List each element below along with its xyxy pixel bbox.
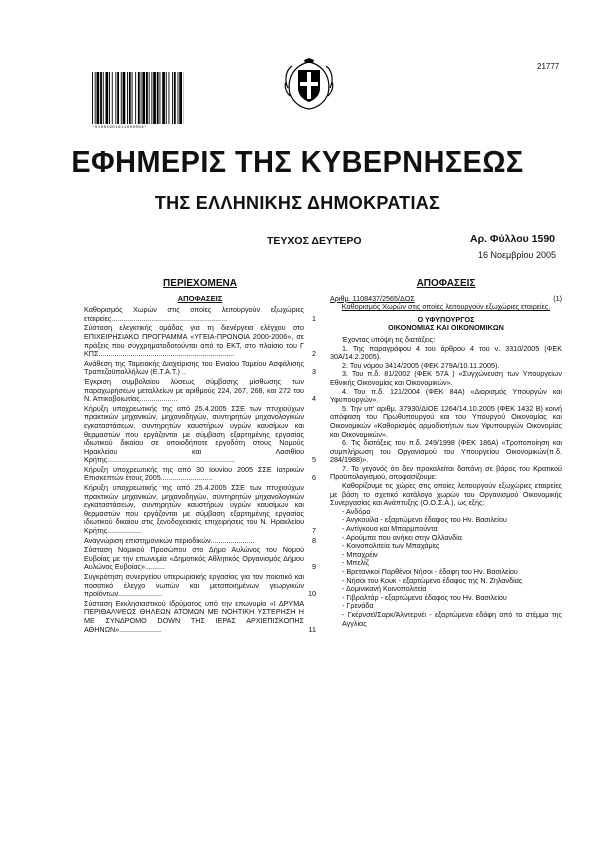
contents-item-page: 2 — [312, 349, 316, 359]
contents-item — [84, 537, 316, 546]
contents-item-text: Ανάθεση της Ταμειακής Διαχείρισης του Ενιαίου Ταμείου Ασφάλισης Τραπεζοϋπαλλήλων (Ε.Τ.Α.Τ.) .. — [84, 358, 304, 377]
barcode-bar — [103, 72, 104, 124]
country-item: - Δομινικανή Κοινοπολιτεία — [342, 584, 427, 594]
consideration-paragraph: 2. Του νόμου 3414/2005 (ΦΕΚ 279Α/10.11.2005). — [342, 360, 500, 370]
contents-item-page: 10 — [308, 589, 316, 599]
considering-text: Έχοντας υπόψη τις διατάξεις: — [342, 334, 436, 344]
country-item: - Κοινοπολιτεία των Μπαχάμες — [342, 541, 440, 551]
barcode-bar — [142, 72, 145, 124]
barcode-digits: *01005901611050004* — [92, 126, 148, 130]
barcode-bar — [172, 72, 173, 124]
contents-item-page: 6 — [312, 473, 316, 483]
barcode-bar — [129, 72, 131, 124]
decision-column — [330, 280, 562, 628]
country-item: - Αρούμπα που ανήκει στην Ολλανδία — [342, 532, 462, 542]
decision-subject: Καθορισμός Χωρών στις οποίες λειτουργούν εξωχώριες εταιρείες. — [341, 302, 551, 312]
contents-item — [84, 546, 316, 572]
minister-line-2: ΟΙΚΟΝΟΜΙΑΣ ΚΑΙ ΟΙΚΟΝΟΜΙΚΩΝ — [388, 323, 504, 333]
minister-line-1: Ο ΥΦΥΠΟΥΡΓΟΣ — [417, 314, 475, 324]
country-list — [330, 508, 562, 628]
consideration-paragraph: 1. Της παραγράφου 4 του άρθρου 4 του ν. 3310/2005 (ΦΕΚ 30Α/14.2.2005). — [330, 343, 562, 362]
contents-item-text: Σύσταση ελεγκτικής ομάδας για τη διενέργεια ελέγχου στο ΕΠΙΧΕΙΡΗΣΙΑΚΟ ΠΡΟΓΡΑΜΜΑ «ΥΓΕΙΑ-ΠΡΟΝΟΙΑ 2000-2006», σε πράξεις που συγχρηματοδοτούνται από το ΕΚΤ, στο πλαίσιο του Γ ΚΠΣ.................................................................... — [84, 323, 304, 359]
barcode-bar — [174, 72, 176, 124]
decision-number: Αριθμ. 1108437/2565/ΔΟΣ — [330, 293, 415, 303]
contents-item-text: Κήρυξη υποχρεωτικής της από 25.4.2005 ΣΣΕ των πτυχιούχων πρακτικών μηχανικών, μηχανοδηγών, συντηρητών μηχανολογικών εγκαταστάσεων, συντηρητών καυστήρων υγρών καυσίμων και θερμαστών που εργάζονται με σύμβαση εξαρτημένης εργασίας ιδιωτικού δικαίου στις ξενοδοχειακές επιχειρήσεις του Ν. Ηρακλείου Κρήτης................. — [84, 483, 304, 536]
barcode-bar — [162, 72, 165, 124]
barcode-bar — [178, 72, 179, 124]
country-item: - Αντίγκουα και Μπαρμπούντα — [342, 524, 438, 534]
consideration-paragraph: 5. Την υπ' αριθμ. 37930/ΔΙΟΕ 1264/14.10.2005 (ΦΕΚ 1432 Β) κοινή απόφαση του Πρωθυπουργού και του Υπουργού Οικονομίας και Οικονομικών «Καθορισμός αρμοδιοτήτων των Υφυπουργών Οικονομίας και Οικονομικών». — [330, 403, 562, 439]
contents-item — [84, 324, 316, 358]
contents-heading: ΠΕΡΙΕΧΟΜΕΝΑ — [163, 278, 237, 289]
contents-item-page: 8 — [312, 535, 316, 545]
barcode-bar — [135, 72, 136, 124]
contents-item-text: Κήρυξη υποχρεωτικής της από 25.4.2005 ΣΣΕ των πτυχιούχων πρακτικών μηχανικών, μηχανοδηγών, συντηρητών μηχανολογικών εγκαταστάσεων, συντηρητών καυστήρων υγρών καυσίμων και θερμαστών που εργάζονται με σύμβαση εξαρτημένης εργασίας ιδιωτικού δικαίου σε οποιοδήποτε εργοδότη στους Νομούς Ηρακλείου και Λασιθίου Κρήτης................................................................ — [84, 403, 304, 465]
contents-item — [84, 378, 316, 404]
country-item: - Νήσοι του Κουκ - εξαρτώμενο έδαφος της Ν. Ζηλανδίας — [342, 575, 523, 585]
contents-item-page: 9 — [312, 562, 316, 572]
page-number: 21777 — [537, 62, 560, 71]
barcode-bar — [146, 72, 148, 124]
considerations-list — [330, 345, 562, 483]
contents-item-page: 11 — [308, 624, 316, 634]
country-item: - Ανγκουίλα - εξαρτώμενο έδαφος του Ην. Βασιλείου — [342, 515, 507, 525]
barcode-bar — [149, 72, 150, 124]
barcode-bar — [138, 72, 140, 124]
consideration-paragraph: 7. Το γεγονός ότι δεν προκαλείται δαπάνη σε βάρος του Κρατικού Προϋπολογισμού, αποφασίζουμε: — [330, 463, 562, 482]
barcode-bar — [92, 72, 93, 124]
consideration-paragraph: 4. Του π.δ. 121/2004 (ΦΕΚ 84Α) «Διορισμός Υπουργών και Υφυπουργών». — [330, 386, 562, 405]
contents-item-text: Αναγνώριση επιστημονικών περιοδικών...................... — [84, 535, 255, 545]
barcode-bar — [141, 72, 142, 124]
country-item: - Μπαχρέιν — [342, 549, 378, 559]
country-item: - Γιβραλτάρ - εξαρτώμενο έδαφος του Ην. Βασιλείου — [342, 592, 507, 602]
decisions-heading: ΑΠΟΦΑΣΕΙΣ — [416, 278, 476, 289]
consideration-paragraph: 3. Του π.δ. 81/2002 (ΦΕΚ 57Α ) «Συγχώνευση των Υπουργείων Εθνικής Οικονομίας και Οικονομικών». — [330, 369, 562, 387]
contents-item-page: 3 — [312, 367, 316, 377]
contents-item-text: Καθορισμός Χωρών στις οποίες λειτουργούν εξωχώριες εταιρείες.......................................................... — [84, 305, 304, 323]
barcode-bar — [151, 72, 152, 124]
contents-subheading: ΑΠΟΦΑΣΕΙΣ — [177, 293, 223, 303]
barcode-bar — [153, 72, 156, 124]
issue-date: 16 Νοεμβρίου 2005 — [478, 250, 556, 260]
barcode-bar — [109, 72, 110, 124]
country-item: - Γκέρνσεϊ/Σαρκ/Άλντερνέι - εξαρτώμενα εδάφη από το στέμμα της Αγγλίας — [342, 609, 562, 628]
barcode-bar — [117, 72, 119, 124]
contents-item-text: Κήρυξη υποχρεωτικής της από 30 Ιουνίου 2005 ΣΣΕ Ιατρικών Επισκεπτών έτους 2005.......................... — [84, 464, 304, 483]
contents-item — [84, 405, 316, 465]
consideration-paragraph: 6. Τις διατάξεις του π.δ. 249/1998 (ΦΕΚ 186Α) «Τροποποίηση και συμπλήρωση του Οργανισμού του Υπουργείου Οικονομικών(π.δ. 284/1988)». — [330, 438, 562, 465]
contents-item — [84, 573, 316, 599]
barcode-bar — [97, 72, 100, 124]
contents-column — [84, 280, 316, 635]
country-item: - Βρετανικοί Παρθένοι Νήσοι - έδαφη του Ην. Βασιλείου — [342, 567, 518, 576]
contents-item — [84, 466, 316, 483]
contents-item-text: Σύσταση Νομικού Προσώπου στο Δήμο Αυλώνος του Νομού Ευβοίας με την επωνυμία «Δημοτικός Αθλητικός Οργανισμός Δήμου Αυλώνος Ευβοίας».......... — [84, 545, 304, 572]
contents-item — [84, 484, 316, 536]
barcode-bar — [179, 72, 182, 124]
barcode-bar — [166, 72, 167, 124]
issue-label: ΤΕΥΧΟΣ ΔΕΥΤΕΡΟ — [267, 235, 362, 247]
barcode-bar — [169, 72, 170, 124]
contents-item-page: 5 — [312, 455, 316, 465]
barcode-bar — [121, 72, 122, 124]
sheet-number: Αρ. Φύλλου 1590 — [470, 233, 555, 245]
barcode-bar — [112, 72, 113, 124]
barcode-bar — [160, 72, 161, 124]
barcode-bar — [100, 72, 102, 124]
contents-item-page: 4 — [312, 394, 316, 404]
barcode-bar — [95, 72, 96, 124]
barcode-bar — [106, 72, 109, 124]
barcode — [92, 72, 184, 124]
contents-item-text: Έγκριση συμβολαίου λύσεως σύμβασης μίσθωσης των παραχωρήσεων μεταλλείων με αριθμούς 224, 267, 268, και 272 του Ν. Αττικοβοιωτίας................... — [84, 376, 304, 404]
barcode-bar — [157, 72, 159, 124]
country-item: - Ανδόρα — [342, 506, 371, 516]
contents-item — [84, 306, 316, 323]
contents-item-page: 1 — [312, 313, 316, 323]
barcode-bar — [132, 72, 133, 124]
contents-item-text: Σύσταση Εκκλησιαστικού Ιδρύματος υπό την επωνυμία «Ι ΔΡΥΜΑ ΠΕΡΙΘΑΛΨΕΩΣ ΘΗΛΕΩΝ ΑΤΟΜΩΝ ΜΕ ΝΟΗΤΙΚΗ ΥΣΤΕΡΗΣΗ Η ΜΕ ΣΥΝΔΡΟΜΟ DOWN ΤΗΣ ΙΕΡΑΣ ΑΡΧΙΕΠΙΣΚΟΠΗΣ ΑΘΗΝΩΝ»..................... — [84, 598, 304, 634]
contents-item-text: Συγκρότηση συνεργείου υπερωριακής εργασίας για τον ποιοτικό και ποσοτικό έλεγχο νωπών και μεταποιημένων γεωργικών προϊόντων...................... — [84, 572, 304, 599]
barcode-bar — [127, 72, 128, 124]
barcode-bar — [123, 72, 126, 124]
contents-item — [84, 360, 316, 377]
decision-text: Καθορίζουμε τις χώρες στις οποίες λειτουργούν εξωχώριες εταιρείες με βάση το σχετικό κατάλογο χωρών του Οργανισμού Οικονομικής Συνεργασίας και Ανάπτυξης (Ο.Ο.Σ.Α.), ως εξής: — [330, 481, 562, 508]
country-item: - Γρενάδα — [342, 601, 374, 611]
country-item: - Μπελίζ — [342, 558, 369, 568]
contents-item — [84, 600, 316, 634]
barcode-bar — [115, 72, 116, 124]
decision-index: (1) — [553, 293, 562, 303]
gazette-subtitle: ΤΗΣ ΕΛΛΗΝΙΚΗΣ ΔΗΜΟΚΡΑΤΙΑΣ — [154, 193, 441, 213]
gazette-title: ΕΦΗΜΕΡΙΣ ΤΗΣ ΚΥΒΕΡΝΗΣΕΩΣ — [71, 144, 524, 179]
coat-of-arms-emblem — [282, 58, 336, 112]
contents-list — [84, 306, 316, 634]
contents-item-page: 7 — [312, 526, 316, 536]
